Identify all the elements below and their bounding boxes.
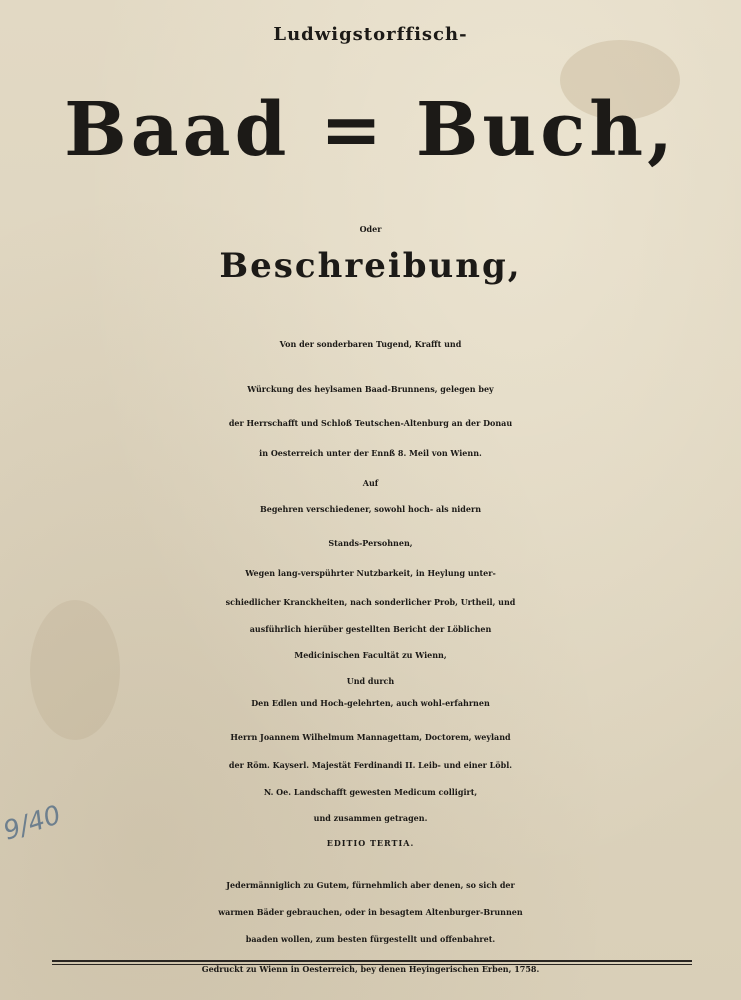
dedication-line: warmen Bäder gebrauchen, oder in besagtem Altenburger-Brunnen [218,907,523,917]
dedication-line: baaden wollen, zum besten fürgestellt und offenbahret. [245,934,496,944]
body-line: in Oesterreich unter der Ennß 8. Meil von Wienn. [259,448,482,458]
imprint-rule [52,960,692,962]
paper-stain [30,600,120,740]
title-oder: Oder [359,224,382,234]
imprint: Gedruckt zu Wienn in Oesterreich, bey denen Heyingerischen Erben, 1758. [201,964,540,974]
body-line: ausführlich hierüber gestellten Bericht der Löblichen [249,624,492,634]
body-line: Wegen lang-verspührter Nutzbarkeit, in Heylung unter- [245,568,496,578]
body-line: der Herrschafft und Schloß Teutschen-Altenburg an der Donau [228,418,513,428]
body-auf: Auf [362,478,379,488]
edition-heading: EDITIO TERTIA. [326,838,415,848]
dedication-line: Jedermänniglich zu Gutem, fürnehmlich aber denen, so sich der [226,880,515,890]
body-line: und zusammen getragen. [313,813,428,823]
body-line: Medicinischen Facultät zu Wienn, [294,650,447,660]
body-und: Und durch [346,676,395,686]
body-line: Herrn Joannem Wilhelmum Mannagettam, Doctorem, weyland [230,732,511,742]
body-line: N. Oe. Landschafft gewesten Medicum colligirt, [263,787,478,797]
title-line-3: Beschreibung, [219,246,522,286]
body-line: Von der sonderbaren Tugend, Krafft und [279,339,462,349]
title-line-2: Baad = Buch, [64,87,677,173]
title-line-1: Ludwigstorffisch- [273,24,468,45]
body-line: Den Edlen und Hoch-gelehrten, auch wohl-erfahrnen [251,698,490,708]
body-line: der Röm. Kayserl. Majestät Ferdinandi II. Leib- und einer Löbl. [228,760,513,770]
body-line: Stands-Persohnen, [328,538,413,548]
body-line: schiedlicher Kranckheiten, nach sonderlicher Prob, Urtheil, und [225,597,516,607]
body-line: Würckung des heylsamen Baad-Brunnens, gelegen bey [247,384,494,394]
body-line: Begehren verschiedener, sowohl hoch- als nidern [259,504,482,514]
handwritten-shelfmark: 9/40 [0,800,65,847]
